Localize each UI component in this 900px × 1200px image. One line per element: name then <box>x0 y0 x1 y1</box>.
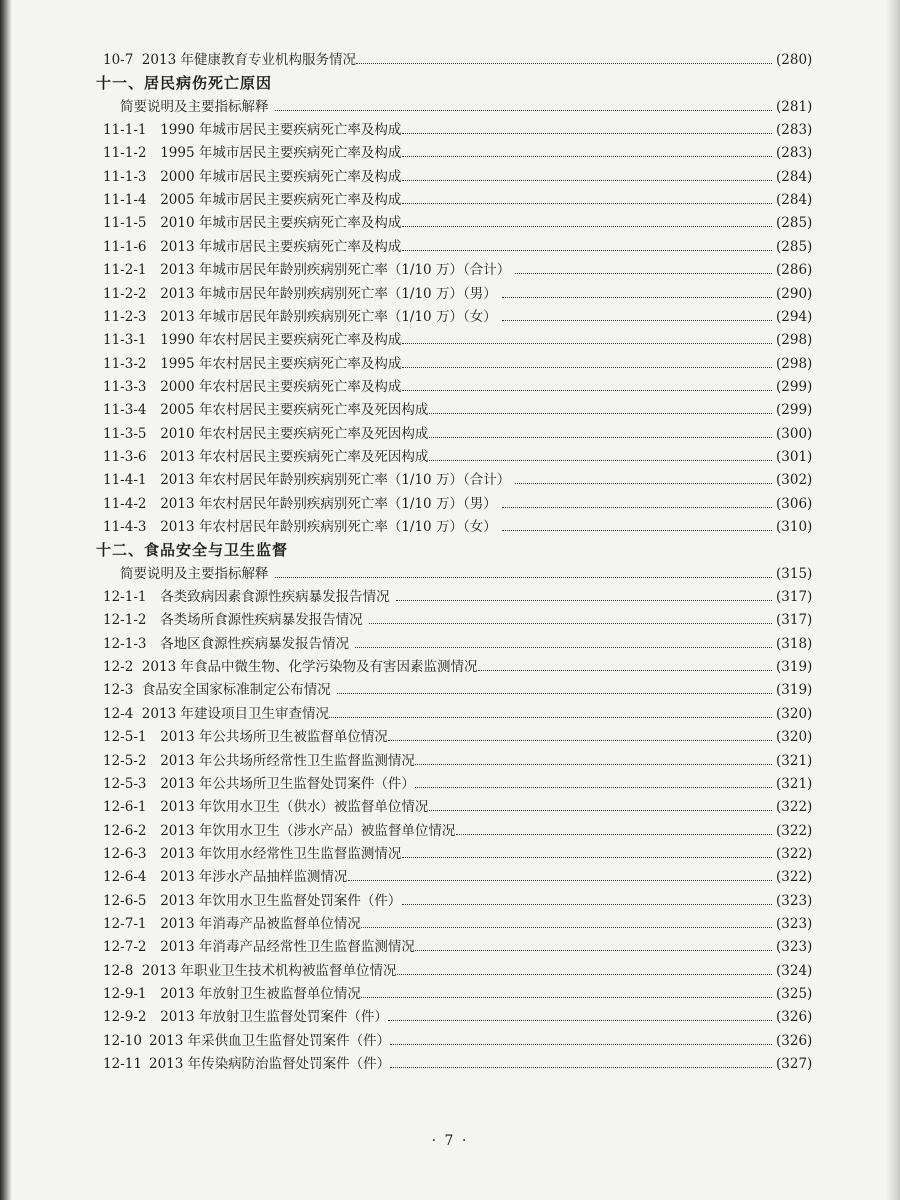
dot-leader <box>402 203 773 204</box>
dot-leader <box>429 460 773 461</box>
toc-entry-page: (285) <box>776 215 813 232</box>
toc-entry-title: 1990 年农村居民主要疾病死亡率及构成 <box>160 332 402 349</box>
toc-entry[interactable] <box>0 329 900 351</box>
toc-entry-page: (283) <box>776 145 813 162</box>
toc-entry-page: (323) <box>776 915 813 932</box>
toc-entry-number: 11-3-6 <box>103 448 147 465</box>
toc-entry[interactable] <box>0 586 900 608</box>
dot-leader <box>402 180 773 181</box>
toc-entry-page: (294) <box>776 308 813 325</box>
dot-leader <box>396 600 772 601</box>
toc-entry[interactable] <box>0 259 900 281</box>
toc-entry-title: 2010 年城市居民主要疾病死亡率及构成 <box>160 215 402 232</box>
toc-entry-title: 2013 年传染病防治监督处罚案件（件） <box>149 1056 391 1073</box>
toc-entry[interactable] <box>0 703 900 725</box>
toc-entry-number: 12-6-3 <box>103 845 147 862</box>
page-number: · 7 · <box>431 1133 469 1149</box>
toc-entry[interactable] <box>0 376 900 398</box>
toc-entry-title: 各类致病因素食源性疾病暴发报告情况 <box>160 589 390 606</box>
toc-entry-page: (322) <box>776 845 813 862</box>
toc-entry-page: (290) <box>776 285 813 302</box>
toc-entry-page: (323) <box>776 892 813 909</box>
toc-entry-title: 2013 年饮用水卫生（供水）被监督单位情况 <box>160 799 429 816</box>
toc-entry-page: (319) <box>776 659 813 676</box>
dot-leader <box>515 273 772 274</box>
toc-entry[interactable] <box>0 283 900 305</box>
toc-entry-page: (327) <box>776 1056 813 1073</box>
dot-leader <box>502 530 772 531</box>
toc-entry[interactable] <box>0 913 900 935</box>
toc-entry[interactable] <box>0 1006 900 1028</box>
dot-leader <box>502 507 772 508</box>
dot-leader <box>355 647 772 648</box>
dot-leader <box>388 740 772 741</box>
toc-entry-title: 2013 年饮用水经常性卫生监督监测情况 <box>160 845 402 862</box>
toc-entry-number: 12-3 <box>103 682 134 699</box>
dot-leader <box>356 63 772 64</box>
toc-entry-page: (299) <box>776 378 813 395</box>
toc-entry-title: 2013 年农村居民年龄别疾病别死亡率（1/10 万）（合计） <box>160 472 511 489</box>
toc-entry-page: (306) <box>776 495 813 512</box>
toc-entry[interactable] <box>0 306 900 328</box>
toc-entry[interactable] <box>0 796 900 818</box>
toc-entry-title: 1995 年农村居民主要疾病死亡率及构成 <box>160 355 402 372</box>
toc-entry-title: 2013 年食品中微生物、化学污染物及有害因素监测情况 <box>141 659 478 676</box>
toc-entry[interactable] <box>0 469 900 491</box>
toc-entry-title: 2013 年饮用水卫生监督处罚案件（件） <box>160 892 402 909</box>
section-heading: 十二、食品安全与卫生监督 <box>96 541 289 560</box>
dot-leader <box>275 110 773 111</box>
toc-entry-title: 2005 年城市居民主要疾病死亡率及构成 <box>160 192 402 209</box>
toc-entry-number: 11-1-3 <box>103 168 147 185</box>
section-heading: 十一、居民病伤死亡原因 <box>96 74 273 93</box>
toc-entry-number: 11-1-5 <box>103 215 147 232</box>
dot-leader <box>329 717 772 718</box>
toc-entry[interactable] <box>0 960 900 982</box>
toc-entry-title: 2000 年农村居民主要疾病死亡率及构成 <box>160 378 402 395</box>
toc-entry-title: 1995 年城市居民主要疾病死亡率及构成 <box>160 145 402 162</box>
toc-entry-number: 12-6-2 <box>103 822 147 839</box>
dot-leader <box>369 623 772 624</box>
toc-entry-title: 2013 年城市居民年龄别疾病别死亡率（1/10 万）（男） <box>160 285 497 302</box>
toc-entry-page: (317) <box>776 589 813 606</box>
toc-entry-title: 2013 年建设项目卫生审查情况 <box>141 705 329 722</box>
toc-entry-number: 12-9-2 <box>103 1009 147 1026</box>
toc-entry-page: (324) <box>776 962 813 979</box>
dot-leader <box>397 974 772 975</box>
dot-leader <box>429 413 773 414</box>
toc-entry-page: (321) <box>776 752 813 769</box>
dot-leader <box>456 834 773 835</box>
toc-entry-title: 简要说明及主要指标解释 <box>120 565 269 582</box>
toc-entry-page: (317) <box>776 612 813 629</box>
toc-entry-number: 11-4-2 <box>103 495 147 512</box>
toc-entry[interactable] <box>0 142 900 164</box>
dot-leader <box>361 927 772 928</box>
toc-entry-page: (322) <box>776 799 813 816</box>
toc-entry[interactable] <box>0 563 900 585</box>
dot-leader <box>478 670 772 671</box>
dot-leader <box>348 880 773 881</box>
toc-entry-number: 11-2-3 <box>103 308 147 325</box>
toc-entry-title: 2010 年农村居民主要疾病死亡率及死因构成 <box>160 425 429 442</box>
toc-entry-title: 2013 年城市居民主要疾病死亡率及构成 <box>160 238 402 255</box>
dot-leader <box>402 857 773 858</box>
dot-leader <box>388 1020 772 1021</box>
dot-leader <box>415 787 772 788</box>
dot-leader <box>515 483 772 484</box>
toc-entry[interactable] <box>0 1053 900 1075</box>
toc-entry-title: 2013 年公共场所经常性卫生监督监测情况 <box>160 752 415 769</box>
dot-leader <box>390 1067 772 1068</box>
toc-entry-number: 11-3-4 <box>103 402 147 419</box>
toc-entry[interactable] <box>0 212 900 234</box>
toc-entry-page: (325) <box>776 986 813 1002</box>
dot-leader <box>402 133 773 134</box>
toc-entry[interactable] <box>0 983 900 1005</box>
toc-entry-title: 2013 年农村居民主要疾病死亡率及死因构成 <box>160 448 429 465</box>
toc-entry-number: 12-1-1 <box>103 589 147 606</box>
dot-leader <box>390 1044 772 1045</box>
toc-entry-title: 2013 年健康教育专业机构服务情况 <box>141 52 356 68</box>
dot-leader <box>502 320 772 321</box>
toc-entry-page: (281) <box>776 98 813 115</box>
dot-leader <box>502 297 772 298</box>
toc-entry-number: 12-5-2 <box>103 752 147 769</box>
toc-entry[interactable] <box>0 166 900 188</box>
toc-entry-title: 2013 年饮用水卫生（涉水产品）被监督单位情况 <box>160 822 456 839</box>
toc-entry-number: 11-1-1 <box>103 122 147 139</box>
toc-entry-title: 2013 年农村居民年龄别疾病别死亡率（1/10 万）（男） <box>160 495 497 512</box>
dot-leader <box>429 810 773 811</box>
toc-entry-page: (298) <box>776 332 813 349</box>
toc-entry-number: 12-9-1 <box>103 986 147 1002</box>
toc-entry-page: (315) <box>776 565 813 582</box>
toc-entry-page: (320) <box>776 705 813 722</box>
toc-entry-title: 2000 年城市居民主要疾病死亡率及构成 <box>160 168 402 185</box>
toc-entry-number: 11-1-6 <box>103 238 147 255</box>
toc-entry[interactable] <box>0 236 900 258</box>
toc-entry[interactable] <box>0 633 900 655</box>
toc-entry[interactable] <box>0 189 900 211</box>
toc-entry-page: (302) <box>776 472 813 489</box>
toc-entry[interactable] <box>0 399 900 421</box>
toc-entry-page: (320) <box>776 729 813 746</box>
toc-entry-page: (284) <box>776 168 813 185</box>
dot-leader <box>275 577 773 578</box>
dot-leader <box>415 950 772 951</box>
toc-entry[interactable] <box>0 446 900 468</box>
dot-leader <box>337 693 772 694</box>
toc-entry-number: 12-11 <box>103 1056 142 1073</box>
dot-leader <box>402 367 773 368</box>
toc-entry-title: 2013 年城市居民年龄别疾病别死亡率（1/10 万）（合计） <box>160 262 511 279</box>
toc-entry-number: 12-6-1 <box>103 799 147 816</box>
toc-entry-number: 12-8 <box>103 962 134 979</box>
dot-leader <box>429 437 773 438</box>
toc-entry-page: (319) <box>776 682 813 699</box>
toc-entry[interactable] <box>0 843 900 865</box>
toc-entry-title: 2013 年城市居民年龄别疾病别死亡率（1/10 万）（女） <box>160 308 497 325</box>
toc-entry-page: (301) <box>776 448 813 465</box>
toc-entry-number: 12-7-2 <box>103 939 147 956</box>
toc-entry[interactable] <box>0 750 900 772</box>
toc-entry-number: 11-3-3 <box>103 378 147 395</box>
toc-entry-number: 12-1-2 <box>103 612 147 629</box>
toc-entry-title: 2013 年放射卫生被监督单位情况 <box>160 986 361 1002</box>
toc-entry-number: 10-7 <box>103 52 134 68</box>
toc-entry[interactable] <box>0 493 900 515</box>
dot-leader <box>361 997 772 998</box>
toc-entry-number: 12-7-1 <box>103 915 147 932</box>
toc-entry-number: 11-4-3 <box>103 519 147 535</box>
dot-leader <box>415 764 772 765</box>
dot-leader <box>402 250 773 251</box>
toc-entry[interactable] <box>0 936 900 958</box>
toc-entry[interactable] <box>0 96 900 118</box>
dot-leader <box>402 343 773 344</box>
toc-entry-title: 简要说明及主要指标解释 <box>120 98 269 115</box>
toc-entry-title: 2013 年职业卫生技术机构被监督单位情况 <box>141 962 397 979</box>
toc-entry[interactable] <box>0 609 900 631</box>
dot-leader <box>402 226 773 227</box>
toc-entry[interactable] <box>0 773 900 795</box>
toc-entry-title: 食品安全国家标准制定公布情况 <box>141 682 331 699</box>
toc-entry-title: 2013 年农村居民年龄别疾病别死亡率（1/10 万）（女） <box>160 519 497 535</box>
toc-entry-page: (298) <box>776 355 813 372</box>
toc-entry-number: 12-6-5 <box>103 892 147 909</box>
toc-entry[interactable] <box>0 656 900 678</box>
toc-entry-number: 11-2-2 <box>103 285 147 302</box>
toc-entry[interactable] <box>0 423 900 445</box>
toc-entry-page: (310) <box>776 519 813 535</box>
toc-entry-number: 12-5-1 <box>103 729 147 746</box>
toc-entry-title: 2013 年涉水产品抽样监测情况 <box>160 869 348 886</box>
toc-entry[interactable] <box>0 820 900 842</box>
toc-entry[interactable] <box>0 679 900 701</box>
toc-entry[interactable] <box>0 49 900 71</box>
toc-entry-page: (300) <box>776 425 813 442</box>
toc-entry[interactable] <box>0 353 900 375</box>
toc-entry[interactable] <box>0 866 900 888</box>
toc-entry[interactable] <box>0 1030 900 1052</box>
toc-entry-number: 12-4 <box>103 705 134 722</box>
toc-entry-page: (299) <box>776 402 813 419</box>
toc-entry-title: 2013 年公共场所卫生监督处罚案件（件） <box>160 775 415 792</box>
toc-entry-title: 2013 年消毒产品被监督单位情况 <box>160 915 361 932</box>
toc-entry[interactable] <box>0 890 900 912</box>
toc-entry-page: (326) <box>776 1032 813 1049</box>
toc-entry-title: 各类场所食源性疾病暴发报告情况 <box>160 612 363 629</box>
toc-entry-page: (326) <box>776 1009 813 1026</box>
toc-entry[interactable] <box>0 516 900 538</box>
toc-entry[interactable] <box>0 119 900 141</box>
toc-entry-title: 2013 年公共场所卫生被监督单位情况 <box>160 729 388 746</box>
toc-entry-page: (284) <box>776 192 813 209</box>
toc-entry-title: 2013 年采供血卫生监督处罚案件（件） <box>149 1032 391 1049</box>
toc-entry-page: (286) <box>776 262 813 279</box>
toc-entry-number: 11-4-1 <box>103 472 147 489</box>
toc-entry-number: 12-6-4 <box>103 869 147 886</box>
toc-entry-title: 1990 年城市居民主要疾病死亡率及构成 <box>160 122 402 139</box>
dot-leader <box>402 156 773 157</box>
toc-entry-page: (322) <box>776 869 813 886</box>
dot-leader <box>402 390 773 391</box>
toc-entry-title: 2005 年农村居民主要疾病死亡率及死因构成 <box>160 402 429 419</box>
toc-entry-number: 12-5-3 <box>103 775 147 792</box>
dot-leader <box>402 904 773 905</box>
toc-entry-page: (285) <box>776 238 813 255</box>
toc-entry-page: (318) <box>776 635 813 652</box>
toc-entry-number: 11-1-2 <box>103 145 147 162</box>
toc-entry-number: 12-2 <box>103 659 134 676</box>
toc-entry-number: 11-3-5 <box>103 425 147 442</box>
toc-entry-number: 12-10 <box>103 1032 142 1049</box>
toc-entry[interactable] <box>0 726 900 748</box>
toc-entry-number: 12-1-3 <box>103 635 147 652</box>
toc-entry-page: (280) <box>776 52 813 68</box>
toc-entry-page: (321) <box>776 775 813 792</box>
toc-entry-page: (323) <box>776 939 813 956</box>
toc-entry-number: 11-2-1 <box>103 262 147 279</box>
toc-entry-title: 2013 年消毒产品经常性卫生监督监测情况 <box>160 939 415 956</box>
toc-entry-page: (322) <box>776 822 813 839</box>
toc-entry-number: 11-1-4 <box>103 192 147 209</box>
toc-entry-page: (283) <box>776 122 813 139</box>
toc-entry-title: 2013 年放射卫生监督处罚案件（件） <box>160 1009 388 1026</box>
toc-entry-number: 11-3-2 <box>103 355 147 372</box>
toc-entry-title: 各地区食源性疾病暴发报告情况 <box>160 635 350 652</box>
toc-entry-number: 11-3-1 <box>103 332 147 349</box>
